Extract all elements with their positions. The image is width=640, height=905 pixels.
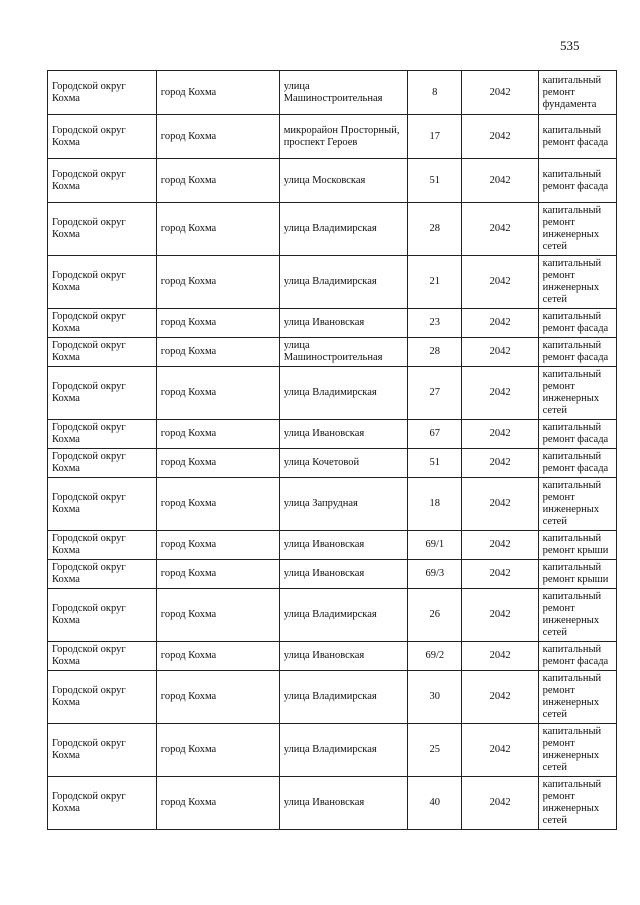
cell-year: 2042: [462, 420, 538, 449]
cell-municipality: Городской округ Кохма: [48, 338, 157, 367]
cell-year: 2042: [462, 777, 538, 830]
cell-municipality: Городской округ Кохма: [48, 671, 157, 724]
cell-locality: город Кохма: [156, 71, 279, 115]
cell-work-type: капитальный ремонт фасада: [538, 642, 616, 671]
cell-municipality: Городской округ Кохма: [48, 256, 157, 309]
cell-municipality: Городской округ Кохма: [48, 203, 157, 256]
cell-street: улица Ивановская: [279, 560, 407, 589]
cell-municipality: Городской округ Кохма: [48, 777, 157, 830]
cell-year: 2042: [462, 671, 538, 724]
cell-work-type: капитальный ремонт фасада: [538, 338, 616, 367]
cell-municipality: Городской округ Кохма: [48, 560, 157, 589]
cell-street: улица Владимирская: [279, 256, 407, 309]
cell-work-type: капитальный ремонт фасада: [538, 159, 616, 203]
cell-locality: город Кохма: [156, 256, 279, 309]
cell-street: улица Ивановская: [279, 531, 407, 560]
table-row: [48, 115, 617, 159]
cell-house-number: 18: [408, 478, 462, 531]
cell-year: 2042: [462, 367, 538, 420]
cell-locality: город Кохма: [156, 560, 279, 589]
repair-schedule-table: [47, 70, 617, 830]
cell-street: улица Машиностроительная: [279, 338, 407, 367]
cell-street: улица Владимирская: [279, 671, 407, 724]
cell-locality: город Кохма: [156, 777, 279, 830]
cell-house-number: 51: [408, 449, 462, 478]
table-row: [48, 367, 617, 420]
cell-municipality: Городской округ Кохма: [48, 159, 157, 203]
table-row: [48, 420, 617, 449]
cell-street: микрорайон Просторный, проспект Героев: [279, 115, 407, 159]
cell-municipality: Городской округ Кохма: [48, 71, 157, 115]
cell-year: 2042: [462, 449, 538, 478]
cell-locality: город Кохма: [156, 338, 279, 367]
cell-year: 2042: [462, 589, 538, 642]
cell-street: улица Владимирская: [279, 589, 407, 642]
cell-locality: город Кохма: [156, 420, 279, 449]
cell-work-type: капитальный ремонт крыши: [538, 531, 616, 560]
cell-street: улица Владимирская: [279, 367, 407, 420]
page-number: 535: [560, 38, 580, 53]
cell-house-number: 67: [408, 420, 462, 449]
cell-house-number: 23: [408, 309, 462, 338]
cell-house-number: 69/1: [408, 531, 462, 560]
cell-house-number: 27: [408, 367, 462, 420]
cell-year: 2042: [462, 724, 538, 777]
cell-street: улица Машиностроительная: [279, 71, 407, 115]
cell-municipality: Городской округ Кохма: [48, 589, 157, 642]
table-row: [48, 671, 617, 724]
cell-work-type: капитальный ремонт инженерных сетей: [538, 203, 616, 256]
cell-house-number: 30: [408, 671, 462, 724]
cell-year: 2042: [462, 115, 538, 159]
cell-house-number: 26: [408, 589, 462, 642]
cell-locality: город Кохма: [156, 159, 279, 203]
cell-year: 2042: [462, 338, 538, 367]
cell-municipality: Городской округ Кохма: [48, 724, 157, 777]
cell-year: 2042: [462, 159, 538, 203]
table-row: [48, 256, 617, 309]
cell-locality: город Кохма: [156, 309, 279, 338]
cell-work-type: капитальный ремонт инженерных сетей: [538, 724, 616, 777]
cell-work-type: капитальный ремонт инженерных сетей: [538, 256, 616, 309]
cell-street: улица Ивановская: [279, 777, 407, 830]
cell-work-type: капитальный ремонт фасада: [538, 449, 616, 478]
cell-work-type: капитальный ремонт фасада: [538, 309, 616, 338]
table-row: [48, 203, 617, 256]
cell-locality: город Кохма: [156, 671, 279, 724]
cell-house-number: 28: [408, 203, 462, 256]
cell-municipality: Городской округ Кохма: [48, 367, 157, 420]
cell-municipality: Городской округ Кохма: [48, 309, 157, 338]
cell-work-type: капитальный ремонт фундамента: [538, 71, 616, 115]
table-row: [48, 642, 617, 671]
cell-house-number: 69/3: [408, 560, 462, 589]
cell-year: 2042: [462, 560, 538, 589]
cell-year: 2042: [462, 203, 538, 256]
cell-house-number: 40: [408, 777, 462, 830]
cell-locality: город Кохма: [156, 115, 279, 159]
cell-street: улица Кочетовой: [279, 449, 407, 478]
cell-street: улица Ивановская: [279, 642, 407, 671]
table-row: [48, 478, 617, 531]
cell-work-type: капитальный ремонт крыши: [538, 560, 616, 589]
cell-year: 2042: [462, 642, 538, 671]
cell-house-number: 25: [408, 724, 462, 777]
cell-year: 2042: [462, 256, 538, 309]
cell-year: 2042: [462, 71, 538, 115]
cell-year: 2042: [462, 478, 538, 531]
cell-work-type: капитальный ремонт инженерных сетей: [538, 478, 616, 531]
cell-house-number: 28: [408, 338, 462, 367]
cell-house-number: 17: [408, 115, 462, 159]
cell-locality: город Кохма: [156, 367, 279, 420]
cell-house-number: 21: [408, 256, 462, 309]
table-row: [48, 531, 617, 560]
cell-locality: город Кохма: [156, 642, 279, 671]
cell-municipality: Городской округ Кохма: [48, 115, 157, 159]
table-row: [48, 589, 617, 642]
cell-locality: город Кохма: [156, 203, 279, 256]
cell-street: улица Владимирская: [279, 203, 407, 256]
cell-street: улица Ивановская: [279, 420, 407, 449]
cell-year: 2042: [462, 531, 538, 560]
cell-locality: город Кохма: [156, 724, 279, 777]
cell-street: улица Ивановская: [279, 309, 407, 338]
cell-street: улица Запрудная: [279, 478, 407, 531]
cell-house-number: 8: [408, 71, 462, 115]
cell-year: 2042: [462, 309, 538, 338]
cell-house-number: 69/2: [408, 642, 462, 671]
cell-street: улица Московская: [279, 159, 407, 203]
cell-locality: город Кохма: [156, 531, 279, 560]
cell-work-type: капитальный ремонт инженерных сетей: [538, 367, 616, 420]
cell-work-type: капитальный ремонт фасада: [538, 420, 616, 449]
cell-municipality: Городской округ Кохма: [48, 420, 157, 449]
cell-work-type: капитальный ремонт инженерных сетей: [538, 777, 616, 830]
cell-municipality: Городской округ Кохма: [48, 642, 157, 671]
cell-municipality: Городской округ Кохма: [48, 449, 157, 478]
cell-locality: город Кохма: [156, 478, 279, 531]
cell-municipality: Городской округ Кохма: [48, 531, 157, 560]
table-row: [48, 338, 617, 367]
table-row: [48, 560, 617, 589]
cell-house-number: 51: [408, 159, 462, 203]
table-row: [48, 777, 617, 830]
table-row: [48, 71, 617, 115]
cell-municipality: Городской округ Кохма: [48, 478, 157, 531]
table-row: [48, 309, 617, 338]
table-row: [48, 449, 617, 478]
cell-work-type: капитальный ремонт инженерных сетей: [538, 589, 616, 642]
cell-locality: город Кохма: [156, 589, 279, 642]
cell-work-type: капитальный ремонт фасада: [538, 115, 616, 159]
table-body: [48, 71, 617, 830]
cell-locality: город Кохма: [156, 449, 279, 478]
table-row: [48, 159, 617, 203]
cell-work-type: капитальный ремонт инженерных сетей: [538, 671, 616, 724]
table-row: [48, 724, 617, 777]
cell-street: улица Владимирская: [279, 724, 407, 777]
